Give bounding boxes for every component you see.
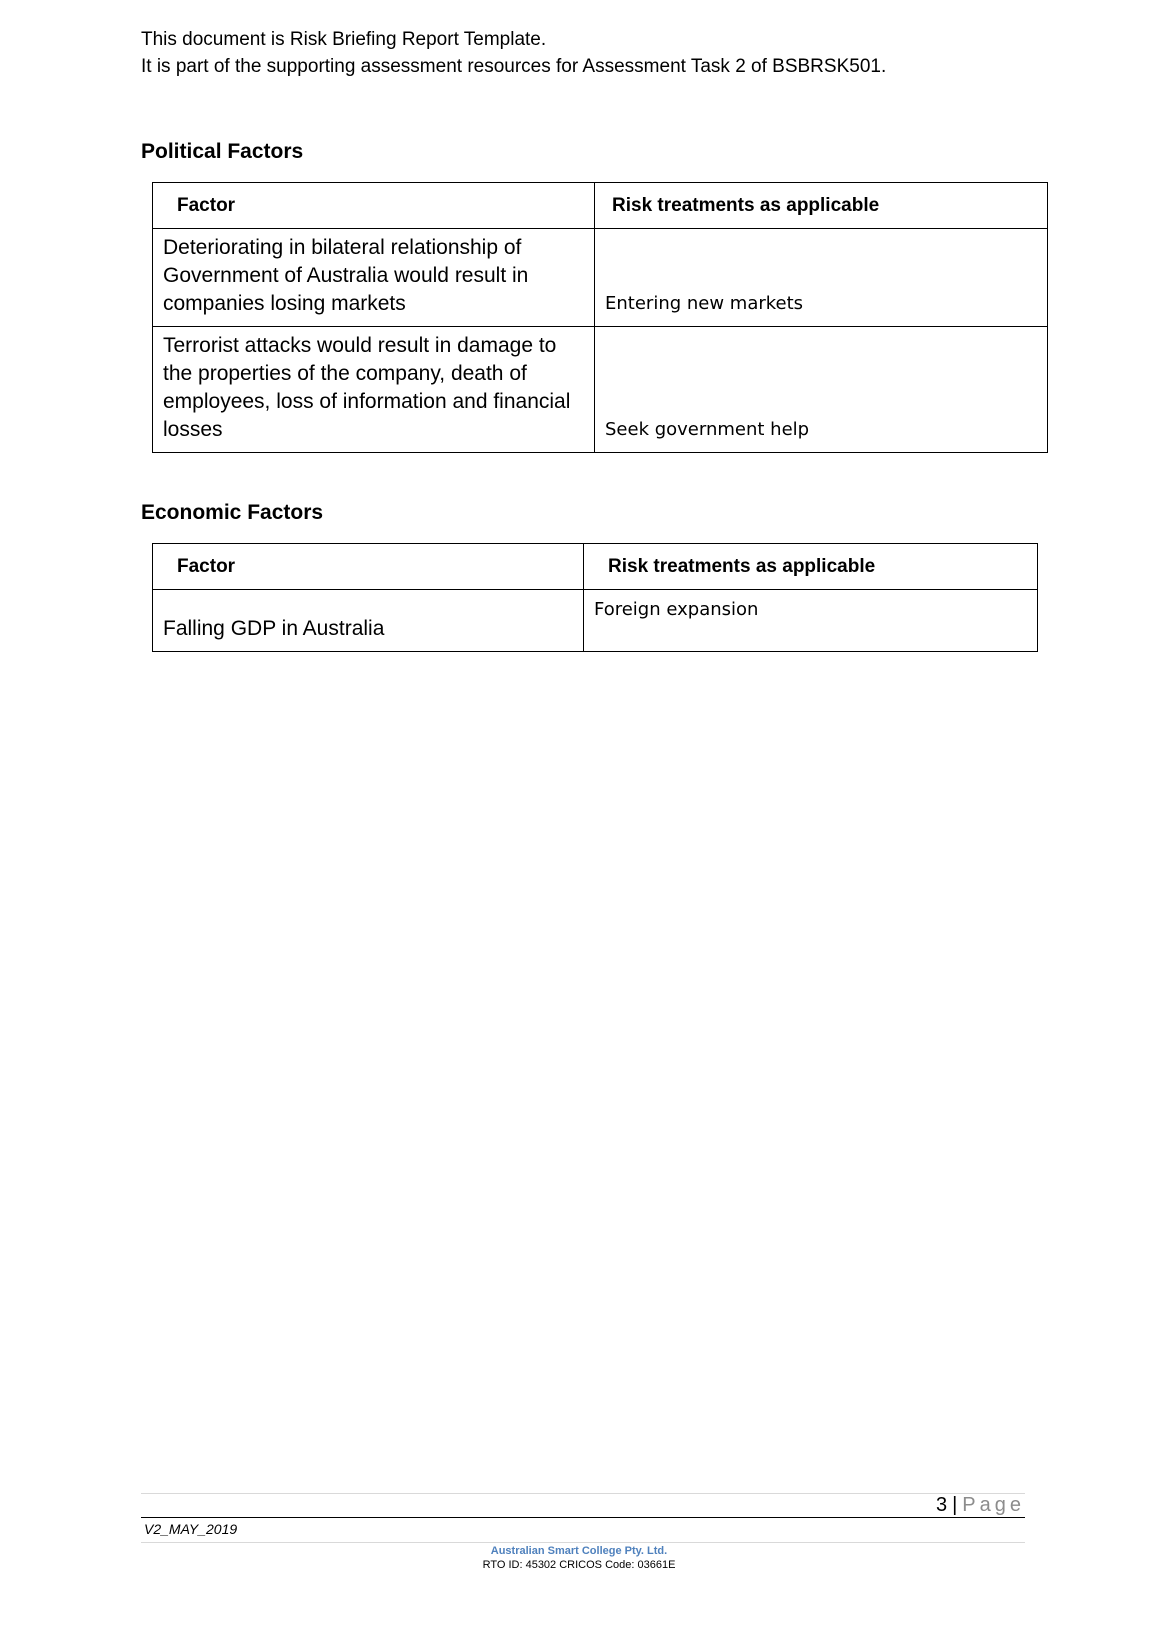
page-number-separator: |	[952, 1494, 958, 1516]
political-factors-table	[152, 182, 1048, 453]
page-label: Page	[962, 1494, 1025, 1516]
table-header-row	[153, 183, 1048, 229]
treatment-cell: Entering new markets	[595, 229, 1048, 327]
table-header-row	[153, 544, 1038, 590]
factor-column-header: Factor	[153, 183, 595, 229]
treatment-column-header: Risk treatments as applicable	[595, 183, 1048, 229]
rto-cricos-line: RTO ID: 45302 CRICOS Code: 03661E	[482, 1559, 676, 1571]
college-info	[0, 1544, 1158, 1572]
treatment-cell: Seek government help	[595, 327, 1048, 453]
intro-line-2: It is part of the supporting assessment resources for Assessment Task 2 of BSBRSK501.	[141, 56, 887, 77]
intro-text	[141, 26, 886, 80]
table-row	[153, 229, 1048, 327]
footer-divider-bottom	[141, 1542, 1025, 1543]
page-number-value: 3	[935, 1494, 948, 1516]
factor-cell: Terrorist attacks would result in damage to the properties of the company, death of employees, loss of information and financial losses	[153, 327, 595, 453]
table-row	[153, 327, 1048, 453]
treatment-cell: Foreign expansion	[584, 590, 1038, 652]
economic-factors-table	[152, 543, 1038, 652]
footer-divider	[141, 1517, 1025, 1518]
factor-column-header: Factor	[153, 544, 584, 590]
college-name: Australian Smart College Pty. Ltd.	[490, 1545, 668, 1557]
version-label: V2_MAY_2019	[144, 1521, 238, 1537]
footer-divider-top	[141, 1493, 1025, 1494]
intro-line-1: This document is Risk Briefing Report Template.	[141, 29, 547, 50]
factor-cell: Falling GDP in Australia	[153, 590, 584, 652]
page-number	[936, 1494, 1025, 1517]
economic-factors-heading: Economic Factors	[141, 501, 324, 524]
factor-cell: Deteriorating in bilateral relationship of Government of Australia would result in companies losing markets	[153, 229, 595, 327]
table-row	[153, 590, 1038, 652]
political-factors-heading: Political Factors	[141, 140, 304, 163]
treatment-column-header: Risk treatments as applicable	[584, 544, 1038, 590]
